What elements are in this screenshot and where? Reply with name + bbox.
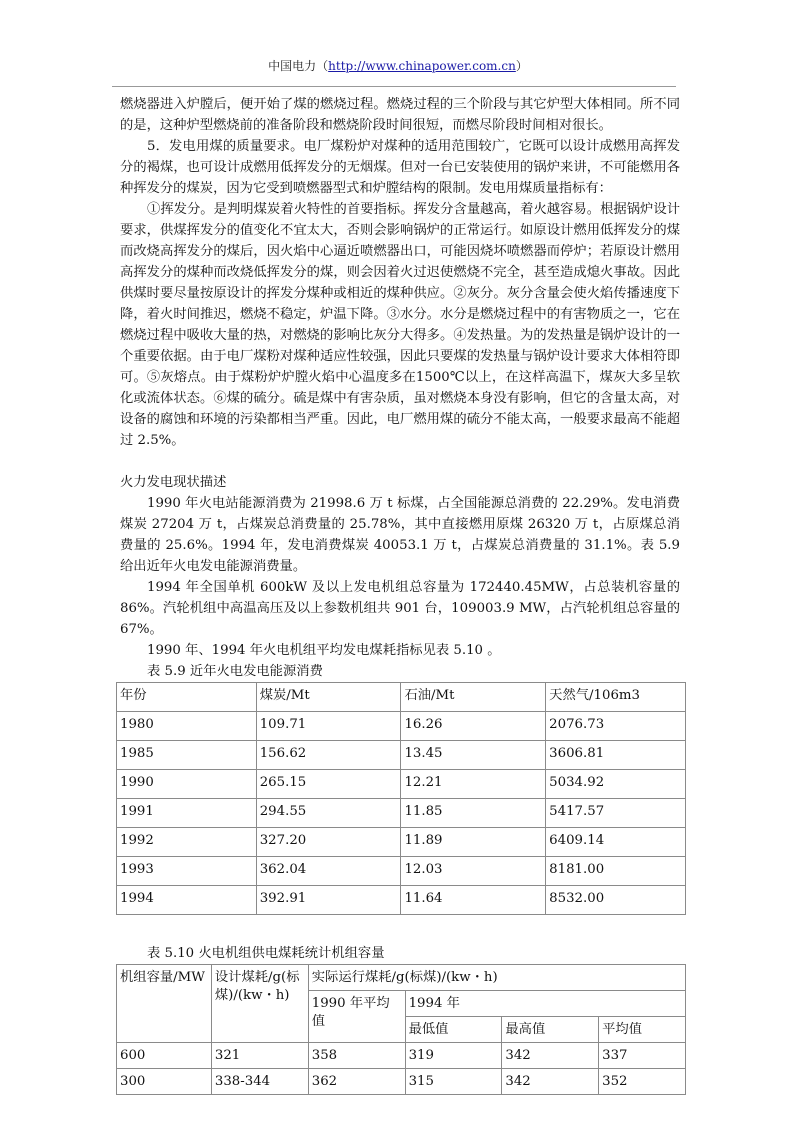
table-cell: 1980 bbox=[117, 712, 257, 741]
paragraph: 燃烧器进入炉膛后，便开始了煤的燃烧过程。燃烧过程的三个阶段与其它炉型大体相同。所不同的是，这种炉型燃烧前的准备阶段和燃烧阶段时间很短，而燃尽阶段时间相对很长。 bbox=[120, 97, 680, 133]
header-rule bbox=[112, 86, 676, 87]
header-cell: 石油/Mt bbox=[401, 683, 546, 712]
table-cell: 16.26 bbox=[401, 712, 546, 741]
table-cell: 156.62 bbox=[256, 741, 401, 770]
energy-consumption-table bbox=[116, 682, 686, 915]
table-cell: 5034.92 bbox=[546, 770, 686, 799]
spacer bbox=[120, 915, 680, 943]
paragraph: 1994 年全国单机 600kW 及以上发电机组总容量为 172440.45MW，占总装机容量的 86%。汽轮机组中高温高压及以上参数机组共 901 台，109003.9 MW，占汽轮机组总容量的 67%。 bbox=[120, 580, 680, 637]
table-row bbox=[117, 1043, 686, 1069]
table-row bbox=[117, 886, 686, 915]
table-cell: 321 bbox=[211, 1043, 308, 1069]
header-cell: 1994 年 bbox=[405, 991, 685, 1017]
header-prefix: 中国电力（ bbox=[268, 59, 329, 73]
table-cell: 6409.14 bbox=[546, 828, 686, 857]
header-link[interactable]: http://www.chinapower.com.cn bbox=[328, 59, 516, 73]
table-row bbox=[117, 857, 686, 886]
table-cell: 1993 bbox=[117, 857, 257, 886]
table-header-row bbox=[117, 965, 686, 991]
table-caption: 表 5.9 近年火电发电能源消费 bbox=[147, 664, 323, 679]
paragraph: 1990 年火电站能源消费为 21998.6 万 t 标煤，占全国能源总消费的 22.29%。发电消费煤炭 27204 万 t，占煤炭总消费量的 25.78%，其中直接燃用原煤 26320 万 t，占原煤总消费量的 25.6%。1994 年，发电消费煤炭 40053.1 万 t，占煤炭总消费量的 31.1%。表 5.9 给出近年火电发电能源消费量。 bbox=[120, 496, 680, 574]
header-cell: 实际运行煤耗/g(标煤)/(kw・h) bbox=[308, 965, 685, 991]
table-cell: 11.85 bbox=[401, 799, 546, 828]
table-cell: 1985 bbox=[117, 741, 257, 770]
table-cell: 265.15 bbox=[256, 770, 401, 799]
table-cell: 13.45 bbox=[401, 741, 546, 770]
header-suffix: ） bbox=[515, 59, 528, 73]
table-row bbox=[117, 770, 686, 799]
table-cell: 12.21 bbox=[401, 770, 546, 799]
table-cell: 1991 bbox=[117, 799, 257, 828]
table-header-row bbox=[117, 683, 686, 712]
table-cell: 11.64 bbox=[401, 886, 546, 915]
table-cell: 12.03 bbox=[401, 857, 546, 886]
table-caption: 表 5.10 火电机组供电煤耗统计机组容量 bbox=[147, 946, 385, 961]
paragraph: 1990 年、1994 年火电机组平均发电煤耗指标见表 5.10 。 bbox=[147, 643, 501, 658]
table-cell: 358 bbox=[308, 1043, 405, 1069]
table-cell: 3606.81 bbox=[546, 741, 686, 770]
page-header bbox=[118, 57, 678, 74]
header-cell: 最低值 bbox=[405, 1017, 502, 1043]
header-cell: 天然气/106m3 bbox=[546, 683, 686, 712]
header-cell: 煤炭/Mt bbox=[256, 683, 401, 712]
paragraph: ①挥发分。是判明煤炭着火特性的首要指标。挥发分含量越高，着火越容易。根据锅炉设计要求，供煤挥发分的值变化不宜太大，否则会影响锅炉的正常运行。如原设计燃用低挥发分的煤而改烧高挥发分的煤后，因火焰中心逼近喷燃器出口，可能因烧坏喷燃器而停炉；若原设计燃用高挥发分的煤种而改烧低挥发分的煤，则会因着火过迟使燃烧不完全，甚至造成熄火事故。因此供煤时要尽量按原设计的挥发分煤种或相近的煤种供应。②灰分。灰分含量会使火焰传播速度下降，着火时间推迟，燃烧不稳定，炉温下降。③水分。水分是燃烧过程中的有害物质之一，它在燃烧过程中吸收大量的热，对燃烧的影响比灰分大得多。④发热量。为的发热量是锅炉设计的一个重要依据。由于电厂煤粉对煤种适应性较强，因此只要煤的发热量与锅炉设计要求大体相符即可。⑤灰熔点。由于煤粉炉炉膛火焰中心温度多在1500℃以上，在这样高温下，煤灰大多呈软化或流体状态。⑥煤的硫分。硫是煤中有害杂质，虽对燃烧本身没有影响，但它的含量太高，对设备的腐蚀和环境的污染都相当严重。因此，电厂燃用煤的硫分不能太高，一般要求最高不能超过 2.5%。 bbox=[120, 202, 680, 448]
table-cell: 1994 bbox=[117, 886, 257, 915]
table-cell: 300 bbox=[117, 1069, 212, 1095]
table-cell: 327.20 bbox=[256, 828, 401, 857]
table-row bbox=[117, 741, 686, 770]
header-cell: 机组容量/MW bbox=[117, 965, 212, 1043]
table-cell: 8532.00 bbox=[546, 886, 686, 915]
header-cell: 年份 bbox=[117, 683, 257, 712]
table-row bbox=[117, 799, 686, 828]
document-body bbox=[120, 94, 680, 1095]
table-row bbox=[117, 828, 686, 857]
header-cell: 1990 年平均值 bbox=[308, 991, 405, 1043]
table-cell: 5417.57 bbox=[546, 799, 686, 828]
table-row bbox=[117, 1069, 686, 1095]
header-cell: 平均值 bbox=[599, 1017, 686, 1043]
header-cell: 设计煤耗/g(标煤)/(kw・h) bbox=[211, 965, 308, 1043]
table-cell: 11.89 bbox=[401, 828, 546, 857]
table-cell: 294.55 bbox=[256, 799, 401, 828]
table-cell: 362.04 bbox=[256, 857, 401, 886]
table-cell: 342 bbox=[502, 1069, 599, 1095]
section-title: 火力发电现状描述 bbox=[120, 475, 227, 490]
table-cell: 362 bbox=[308, 1069, 405, 1095]
table-cell: 1990 bbox=[117, 770, 257, 799]
table-cell: 1992 bbox=[117, 828, 257, 857]
table-cell: 342 bbox=[502, 1043, 599, 1069]
table-row bbox=[117, 712, 686, 741]
table-cell: 600 bbox=[117, 1043, 212, 1069]
header-cell: 最高值 bbox=[502, 1017, 599, 1043]
table-cell: 338-344 bbox=[211, 1069, 308, 1095]
table-cell: 8181.00 bbox=[546, 857, 686, 886]
table-cell: 2076.73 bbox=[546, 712, 686, 741]
paragraph: 5．发电用煤的质量要求。电厂煤粉炉对煤种的适用范围较广，它既可以设计成燃用高挥发分的褐煤，也可设计成燃用低挥发分的无烟煤。但对一台已安装使用的锅炉来讲，不可能燃用各种挥发分的煤炭，因为它受到喷燃器型式和炉膛结构的限制。发电用煤质量指标有： bbox=[120, 139, 680, 196]
table-cell: 319 bbox=[405, 1043, 502, 1069]
table-cell: 352 bbox=[599, 1069, 686, 1095]
coal-consumption-table bbox=[116, 964, 686, 1095]
table-cell: 109.71 bbox=[256, 712, 401, 741]
table-cell: 392.91 bbox=[256, 886, 401, 915]
table-cell: 337 bbox=[599, 1043, 686, 1069]
table-cell: 315 bbox=[405, 1069, 502, 1095]
